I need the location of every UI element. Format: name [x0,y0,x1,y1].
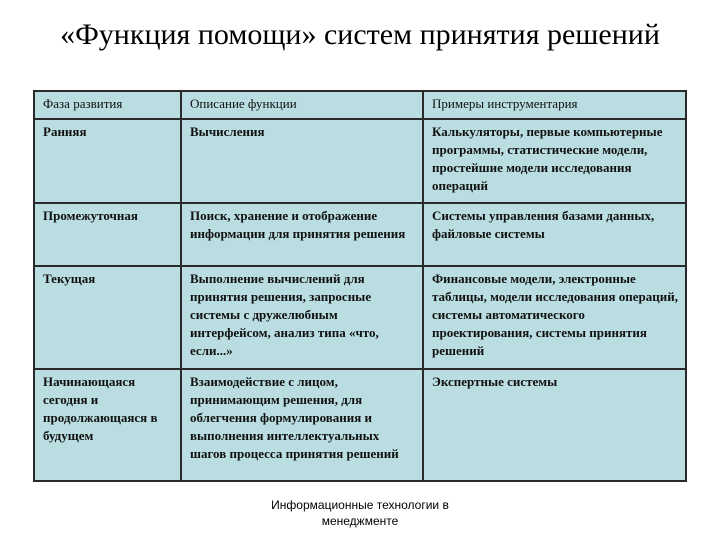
table-cell: Взаимодействие с лицом, принимающим решения, для облегчения формулирования и выполнения интеллектуальных шагов процесса принятия решений [181,369,423,481]
header-cell: Описание функции [181,91,423,119]
table-cell: Выполнение вычислений для принятия решения, запросные системы с дружелюбным интерфейсом, анализ типа «что, если...» [181,266,423,369]
table-cell: Промежуточная [34,203,181,266]
phases-table [33,90,687,482]
table-cell: Экспертные системы [423,369,686,481]
table-cell: Ранняя [34,119,181,203]
table-row [34,266,686,369]
table-cell: Калькуляторы, первые компьютерные программы, статистические модели, простейшие модели исследования операций [423,119,686,203]
table-cell: Системы управления базами данных, файловые системы [423,203,686,266]
table-cell: Финансовые модели, электронные таблицы, модели исследования операций, системы автоматического проектирования, системы принятия решений [423,266,686,369]
table-row [34,203,686,266]
table-row [34,119,686,203]
table-cell: Поиск, хранение и отображение информации для принятия решения [181,203,423,266]
table-cell: Вычисления [181,119,423,203]
table-header-row [34,91,686,119]
slide-title: «Функция помощи» систем принятия решений [60,18,660,51]
header-cell: Примеры инструментария [423,91,686,119]
table-cell: Начинающаяся сегодня и продолжающаяся в будущем [34,369,181,481]
table-row [34,369,686,481]
slide-footer: Информационные технологии в менеджменте [271,498,449,528]
header-cell: Фаза развития [34,91,181,119]
table-cell: Текущая [34,266,181,369]
